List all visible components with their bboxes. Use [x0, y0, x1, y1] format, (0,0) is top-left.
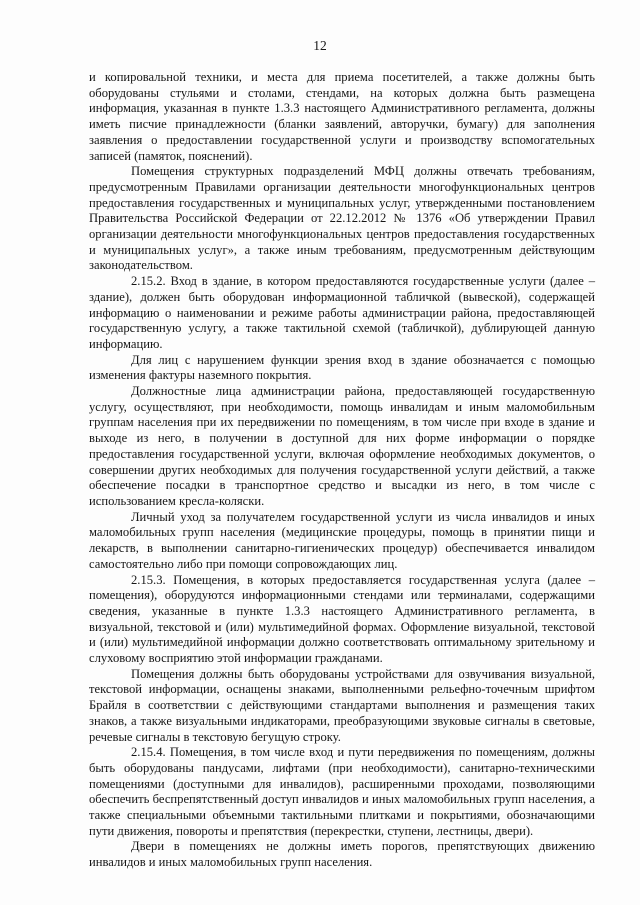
paragraph-continuation: и копировальной техники, и места для приема посетителей, а также должны быть оборудованы стульями и столами, стендами, на которых должна быть размещена информация, указанная в пункте 1.3.3 настоящего Административного регламента, должны иметь писчие принадлежности (бланки заявлений, авторучки, бумагу) для заполнения заявления о предоставлении государственной услуги и производству вспомогательных записей (памяток, пояснений).: [89, 70, 595, 163]
document-body: [89, 70, 595, 871]
paragraph-vision-impaired: Для лиц с нарушением функции зрения вход в здание обозначается с помощью изменения фактуры наземного покрытия.: [89, 352, 595, 383]
page-number: 12: [313, 38, 327, 53]
paragraph-doors: Двери в помещениях не должны иметь порогов, препятствующих движению инвалидов и иных маломобильных групп населения.: [89, 839, 595, 870]
paragraph-mfc-premises: Помещения структурных подразделений МФЦ должны отвечать требованиям, предусмотренным Правилами организации деятельности многофункциональных центров предоставления государственных и муниципальных услуг, утвержденными постановлением Правительства Российской Федерации от 22.12.2012 № 1376 «Об утверждении Правил организации деятельности многофункциональных центров предоставления государственных и муниципальных услуг», а также иным требованиям, предусмотренным действующим законодательством.: [89, 164, 595, 273]
paragraph-2-15-2: 2.15.2. Вход в здание, в котором предоставляются государственные услуги (далее – здание), должен быть оборудован информационной табличкой (вывеской), содержащей информацию о наименовании и режиме работы администрации района, предоставляющей государственную услугу, а также тактильной схемой (табличкой), дублирующей данную информацию.: [89, 274, 595, 351]
paragraph-2-15-4: 2.15.4. Помещения, в том числе вход и пути передвижения по помещениям, должны быть оборудованы пандусами, лифтами (при необходимости), санитарно-техническими помещениями (доступными для инвалидов), расширенными проходами, позволяющими обеспечить беспрепятственный доступ инвалидов и иных маломобильных групп населения, а также специальными объемными тактильными плитками и покрытиями, обозначающими пути движения, повороты и препятствия (перекрестки, ступени, лестницы, двери).: [89, 745, 595, 838]
paragraph-officials-assistance: Должностные лица администрации района, предоставляющей государственную услугу, осуществляют, при необходимости, помощь инвалидам и иным маломобильным группам населения при их передвижении по помещениям, в том числе при входе в здание и выходе из него, в получении в доступной для них форме информации о порядке предоставления государственной услуги, включая оформление необходимых документов, о совершении других необходимых для получения государственной услуги действий, а также обеспечение посадки в транспортное средство и высадки из него, в том числе с использованием кресла-коляски.: [89, 384, 595, 508]
paragraph-personal-care: Личный уход за получателем государственной услуги из числа инвалидов и иных маломобильных групп населения (медицинские процедуры, помощь в принятии пищи и лекарств, в выполнении санитарно-гигиенических процедур) обеспечивается инвалидом самостоятельно либо при помощи сопровождающих лиц.: [89, 509, 595, 571]
paragraph-equipment: Помещения должны быть оборудованы устройствами для озвучивания визуальной, текстовой информации, оснащены знаками, выполненными рельефно-точечным шрифтом Брайля в соответствии с действующими стандартами выполнения и размещения таких знаков, а также визуальными индикаторами, преобразующими звуковые сигналы в световые, речевые сигналы в текстовую бегущую строку.: [89, 666, 595, 744]
paragraph-2-15-3: 2.15.3. Помещения, в которых предоставляется государственная услуга (далее – помещения), оборудуются информационными стендами или терминалами, содержащими сведения, указанные в пункте 1.3.3 настоящего Административного регламента, в визуальной, текстовой и (или) мультимедийной формах. Оформление визуальной, текстовой и (или) мультимедийной информации должно соответствовать оптимальному зрительному и слуховому восприятию этой информации гражданами.: [89, 572, 595, 666]
